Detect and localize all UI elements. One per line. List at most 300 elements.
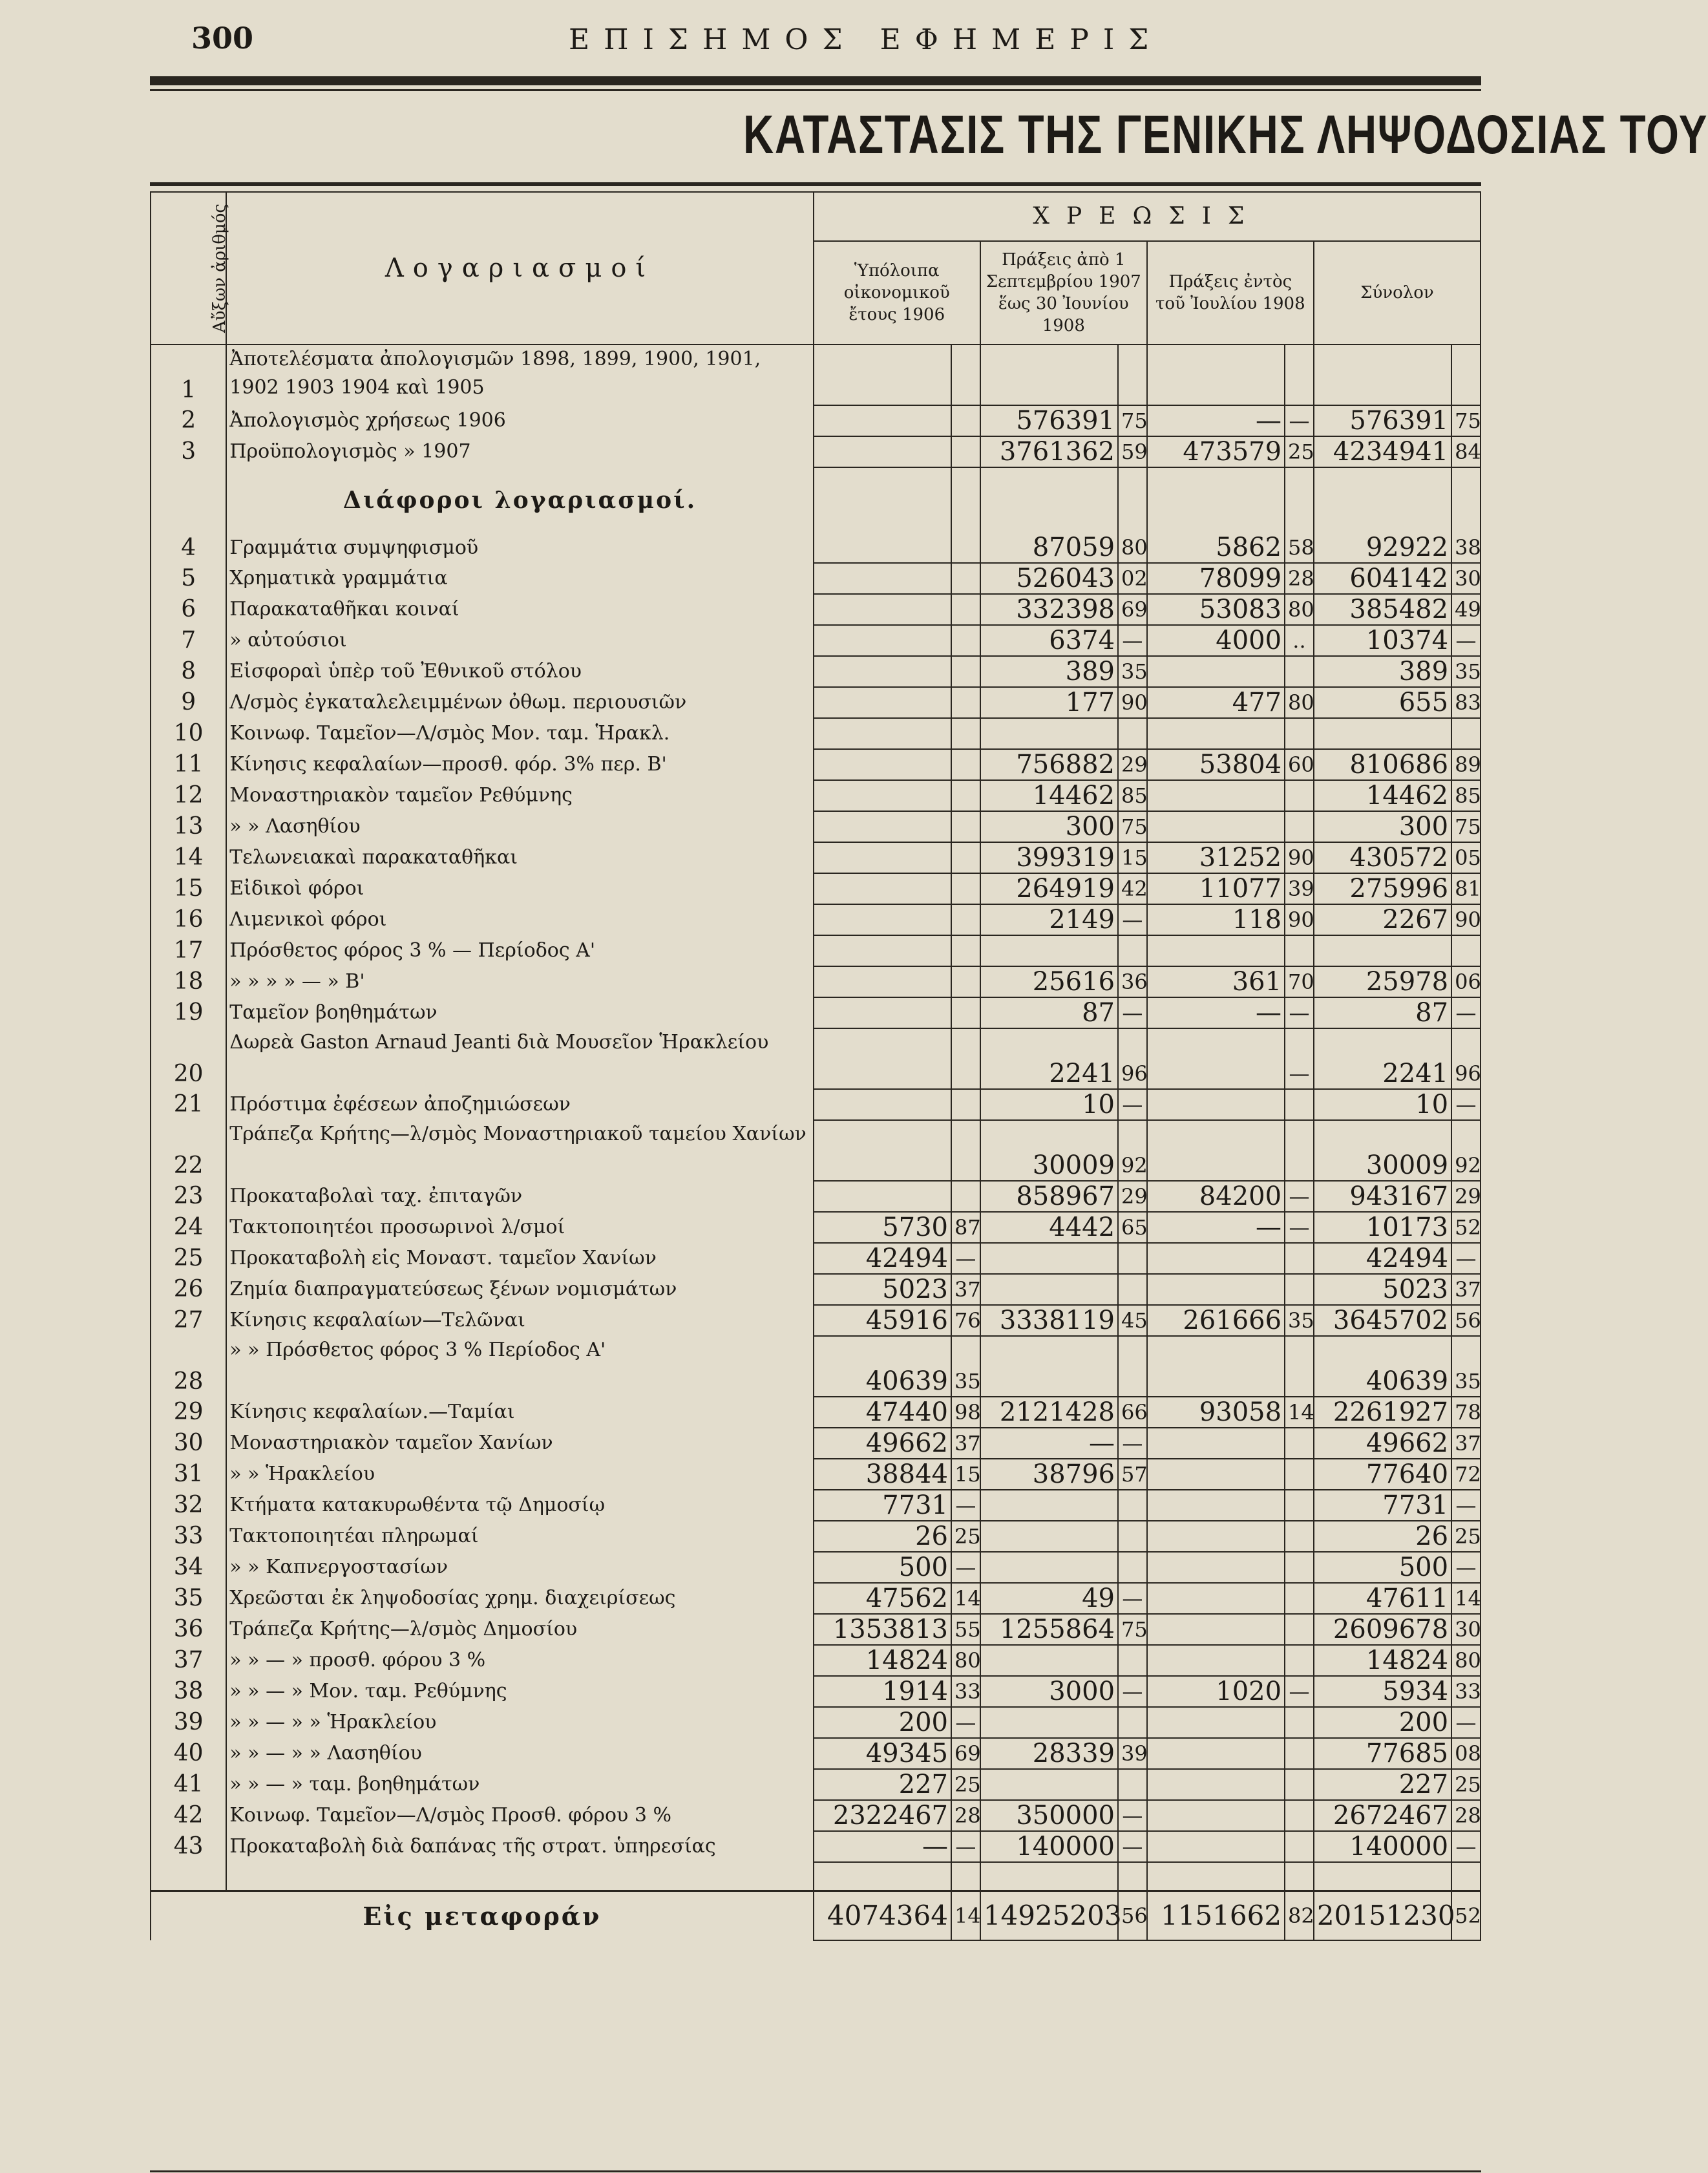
operations-sep-jun-amount: 4442 [980, 1212, 1118, 1243]
row-number: 4 [151, 533, 226, 563]
total-cents: 30 [1451, 1614, 1481, 1645]
operations-july-amount: — [1147, 405, 1285, 436]
operations-july-cents [1285, 1645, 1314, 1676]
operations-july-amount: 261666 [1147, 1305, 1285, 1336]
balance-1906-amount: 38844 [814, 1459, 951, 1490]
operations-sep-jun-amount: 28339 [980, 1738, 1118, 1769]
operations-july-cents [1285, 1552, 1314, 1583]
operations-sep-jun-cents: 42 [1118, 873, 1147, 904]
total-cents: 83 [1451, 687, 1481, 718]
operations-sep-jun-cents: 75 [1118, 1614, 1147, 1645]
operations-july-amount: 477 [1147, 687, 1285, 718]
operations-sep-jun-amount: 49 [980, 1583, 1118, 1614]
balance-1906-cents: 37 [951, 1274, 980, 1305]
operations-july-cents [1285, 1274, 1314, 1305]
balance-1906-cents [951, 405, 980, 436]
table-row [151, 1769, 1481, 1800]
operations-july-amount: — [1147, 1212, 1285, 1243]
empty-cell [1147, 467, 1285, 533]
operations-sep-jun-cents: 92 [1118, 1120, 1147, 1181]
operations-july-amount [1147, 935, 1285, 966]
balance-1906-amount: 49345 [814, 1738, 951, 1769]
account-name: » » » » — » Β' [226, 966, 813, 997]
empty-cell [951, 467, 980, 533]
operations-july-cents: — [1285, 997, 1314, 1028]
row-number: 35 [151, 1583, 226, 1614]
col-operations-july-header: Πράξεις ἐντὸς τοῦ Ἰουλίου 1908 [1147, 241, 1314, 344]
operations-sep-jun-cents: — [1118, 1428, 1147, 1459]
total-cents: 75 [1451, 405, 1481, 436]
operations-july-cents [1285, 1459, 1314, 1490]
operations-sep-jun-amount [980, 1274, 1118, 1305]
balance-1906-cents: 25 [951, 1769, 980, 1800]
total-amount: 77685 [1314, 1738, 1451, 1769]
total-amount: 4234941 [1314, 436, 1451, 467]
table-row [151, 1397, 1481, 1428]
operations-sep-jun-amount [980, 344, 1118, 405]
total-amount: 47611 [1314, 1583, 1451, 1614]
balance-1906-cents [951, 563, 980, 594]
operations-july-cents: 90 [1285, 842, 1314, 873]
balance-1906-cents: — [951, 1490, 980, 1521]
operations-sep-jun-amount [980, 1521, 1118, 1552]
balance-1906-cents [951, 718, 980, 749]
account-name: Μοναστηριακὸν ταμεῖον Ρεθύμνης [226, 780, 813, 811]
operations-sep-jun-amount: 2149 [980, 904, 1118, 935]
operations-july-cents [1285, 1707, 1314, 1738]
account-name: Προκαταβολὴ διὰ δαπάνας τῆς στρατ. ὑπηρεσίας [226, 1831, 813, 1862]
total-amount: 30009 [1314, 1120, 1451, 1181]
operations-sep-jun-cents [1118, 1336, 1147, 1397]
total-cents: 52 [1451, 1212, 1481, 1243]
table-row [151, 436, 1481, 467]
col-total-header: Σύνολον [1314, 241, 1481, 344]
total-cents: 56 [1451, 1305, 1481, 1336]
account-name: » » Ἡρακλείου [226, 1459, 813, 1490]
balance-1906-cents [951, 533, 980, 563]
account-name: Ταμεῖον βοηθημάτων [226, 997, 813, 1028]
balance-1906-cents [951, 436, 980, 467]
table-row [151, 1212, 1481, 1243]
operations-sep-jun-amount: 3761362 [980, 436, 1118, 467]
total-amount: 200 [1314, 1707, 1451, 1738]
total-cents: 37 [1451, 1428, 1481, 1459]
account-name: Τράπεζα Κρήτης—λ/σμὸς Μοναστηριακοῦ ταμείου Χανίων [226, 1120, 813, 1181]
total-cents: — [1451, 1552, 1481, 1583]
row-number: 27 [151, 1305, 226, 1336]
balance-1906-cents: 55 [951, 1614, 980, 1645]
balance-1906-cents: — [951, 1243, 980, 1274]
balance-1906-amount: 47562 [814, 1583, 951, 1614]
row-number: 33 [151, 1521, 226, 1552]
empty-cell [814, 467, 951, 533]
operations-july-amount [1147, 1428, 1285, 1459]
operations-sep-jun-amount: 756882 [980, 749, 1118, 780]
operations-july-amount [1147, 1769, 1285, 1800]
total-cents: 96 [1451, 1028, 1481, 1089]
operations-sep-jun-cents: — [1118, 625, 1147, 656]
operations-july-cents [1285, 1120, 1314, 1181]
total-amount [1314, 718, 1451, 749]
operations-july-cents [1285, 1769, 1314, 1800]
table-row [151, 966, 1481, 997]
balance-1906-cents [951, 966, 980, 997]
operations-sep-jun-amount: 264919 [980, 873, 1118, 904]
total-cents: 72 [1451, 1459, 1481, 1490]
balance-1906-cents [951, 935, 980, 966]
table-row [151, 1614, 1481, 1645]
operations-july-amount [1147, 1831, 1285, 1862]
table-row [151, 1800, 1481, 1831]
row-number: 32 [151, 1490, 226, 1521]
balance-1906-amount: 49662 [814, 1428, 951, 1459]
balance-1906-cents [951, 1181, 980, 1212]
row-number: 40 [151, 1738, 226, 1769]
balance-1906-amount [814, 687, 951, 718]
total-amount: 26 [1314, 1521, 1451, 1552]
spacer-row [151, 1862, 1481, 1891]
operations-july-cents [1285, 1521, 1314, 1552]
total-amount: 227 [1314, 1769, 1451, 1800]
balance-1906-amount [814, 594, 951, 625]
table-row [151, 904, 1481, 935]
total-amount: 389 [1314, 656, 1451, 687]
operations-sep-jun-cents [1118, 1490, 1147, 1521]
operations-sep-jun-amount: 526043 [980, 563, 1118, 594]
account-name: Μοναστηριακὸν ταμεῖον Χανίων [226, 1428, 813, 1459]
balance-1906-amount [814, 405, 951, 436]
total-amount: 576391 [1314, 405, 1451, 436]
operations-sep-jun-cents: 57 [1118, 1459, 1147, 1490]
total-cents: 38 [1451, 533, 1481, 563]
total-cents: — [1451, 625, 1481, 656]
operations-sep-jun-amount: 399319 [980, 842, 1118, 873]
operations-sep-jun-cents: 29 [1118, 749, 1147, 780]
col-operations-sep-jun-header: Πράξεις ἀπὸ 1 Σεπτεμβρίου 1907 ἕως 30 Ἰουνίου 1908 [980, 241, 1147, 344]
operations-sep-jun-amount: 389 [980, 656, 1118, 687]
operations-sep-jun-cents: 15 [1118, 842, 1147, 873]
balance-1906-cents [951, 811, 980, 842]
total-cents: 33 [1451, 1676, 1481, 1707]
header-rule [150, 76, 1481, 85]
operations-sep-jun-amount: 3338119 [980, 1305, 1118, 1336]
total-amount: 49662 [1314, 1428, 1451, 1459]
empty-cell [1118, 467, 1147, 533]
balance-1906-amount: 5730 [814, 1212, 951, 1243]
total-amount: 2267 [1314, 904, 1451, 935]
table-row [151, 1274, 1481, 1305]
table-row [151, 935, 1481, 966]
balance-1906-cents [951, 873, 980, 904]
operations-july-cents [1285, 344, 1314, 405]
operations-sep-jun-amount [980, 1243, 1118, 1274]
row-number: 8 [151, 656, 226, 687]
balance-1906-amount [814, 1181, 951, 1212]
total-cents: 25 [1451, 1769, 1481, 1800]
table-row [151, 1089, 1481, 1120]
operations-sep-jun-amount: 10 [980, 1089, 1118, 1120]
table-row [151, 811, 1481, 842]
operations-sep-jun-total-amount: 14925203 [980, 1891, 1118, 1941]
table-row [151, 1707, 1481, 1738]
row-number: 34 [151, 1552, 226, 1583]
account-name: Λ/σμὸς ἐγκαταλελειμμένων ὀθωμ. περιουσιῶν [226, 687, 813, 718]
operations-sep-jun-cents: 65 [1118, 1212, 1147, 1243]
table-row [151, 1583, 1481, 1614]
row-number: 37 [151, 1645, 226, 1676]
table-row [151, 656, 1481, 687]
account-name: » » — » Μον. ταμ. Ρεθύμνης [226, 1676, 813, 1707]
total-amount: 5023 [1314, 1274, 1451, 1305]
operations-july-amount [1147, 1243, 1285, 1274]
table-row [151, 1120, 1481, 1181]
operations-july-amount: 53083 [1147, 594, 1285, 625]
balance-1906-cents: 69 [951, 1738, 980, 1769]
row-number: 10 [151, 718, 226, 749]
accounts-header: Λογαριασμοί [226, 192, 813, 344]
empty-cell [1285, 1862, 1314, 1891]
total-amount: 10374 [1314, 625, 1451, 656]
table-row [151, 563, 1481, 594]
total-amount: 500 [1314, 1552, 1451, 1583]
operations-july-cents: 58 [1285, 533, 1314, 563]
operations-sep-jun-cents: 45 [1118, 1305, 1147, 1336]
operations-july-cents: .. [1285, 625, 1314, 656]
balance-1906-cents: 28 [951, 1800, 980, 1831]
total-amount: 810686 [1314, 749, 1451, 780]
total-amount: 2241 [1314, 1028, 1451, 1089]
balance-1906-cents [951, 1028, 980, 1089]
operations-july-cents [1285, 1490, 1314, 1521]
serial-number-header: Αὔξων ἀριθμός [151, 192, 226, 344]
operations-sep-jun-amount [980, 1490, 1118, 1521]
table-row [151, 1243, 1481, 1274]
total-amount: 77640 [1314, 1459, 1451, 1490]
table-row [151, 1490, 1481, 1521]
total-amount: 140000 [1314, 1831, 1451, 1862]
account-name: Τράπεζα Κρήτης—λ/σμὸς Δημοσίου [226, 1614, 813, 1645]
balance-1906-cents [951, 842, 980, 873]
operations-sep-jun-amount: 300 [980, 811, 1118, 842]
operations-sep-jun-cents: 96 [1118, 1028, 1147, 1089]
operations-sep-jun-amount [980, 718, 1118, 749]
balance-1906-amount: 1914 [814, 1676, 951, 1707]
operations-july-amount [1147, 1521, 1285, 1552]
ledger-body [151, 344, 1481, 1940]
total-cents: — [1451, 1831, 1481, 1862]
balance-1906-cents: — [951, 1552, 980, 1583]
operations-sep-jun-amount: 3000 [980, 1676, 1118, 1707]
balance-1906-cents: 98 [951, 1397, 980, 1428]
table-row [151, 1676, 1481, 1707]
balance-1906-amount: 5023 [814, 1274, 951, 1305]
title-rule [150, 182, 1481, 186]
total-cents: 28 [1451, 1800, 1481, 1831]
operations-july-amount: 473579 [1147, 436, 1285, 467]
balance-1906-cents [951, 687, 980, 718]
table-row [151, 1521, 1481, 1552]
table-row [151, 842, 1481, 873]
operations-july-amount [1147, 344, 1285, 405]
operations-sep-jun-cents [1118, 1645, 1147, 1676]
table-row [151, 749, 1481, 780]
balance-1906-amount [814, 436, 951, 467]
operations-sep-jun-cents: 59 [1118, 436, 1147, 467]
balance-1906-cents: 37 [951, 1428, 980, 1459]
total-cents: 08 [1451, 1738, 1481, 1769]
total-amount: 92922 [1314, 533, 1451, 563]
operations-sep-jun-amount: 350000 [980, 1800, 1118, 1831]
account-name: Τακτοποιητέοι προσωρινοὶ λ/σμοί [226, 1212, 813, 1243]
header-rule-thin [150, 89, 1481, 91]
operations-july-cents: 80 [1285, 687, 1314, 718]
balance-1906-amount [814, 904, 951, 935]
operations-sep-jun-amount: 177 [980, 687, 1118, 718]
operations-sep-jun-cents: 35 [1118, 656, 1147, 687]
balance-1906-amount: 14824 [814, 1645, 951, 1676]
total-amount: 5934 [1314, 1676, 1451, 1707]
operations-july-amount [1147, 1089, 1285, 1120]
operations-july-amount: 4000 [1147, 625, 1285, 656]
balance-1906-amount: 45916 [814, 1305, 951, 1336]
total-cents: — [1451, 1490, 1481, 1521]
table-row [151, 1028, 1481, 1089]
balance-1906-cents: 35 [951, 1336, 980, 1397]
operations-july-amount: 31252 [1147, 842, 1285, 873]
operations-sep-jun-cents: — [1118, 1089, 1147, 1120]
operations-july-total-cents: 82 [1285, 1891, 1314, 1941]
balance-1906-amount [814, 873, 951, 904]
balance-1906-amount [814, 1089, 951, 1120]
balance-1906-cents [951, 749, 980, 780]
operations-sep-jun-amount: 858967 [980, 1181, 1118, 1212]
operations-july-amount: 5862 [1147, 533, 1285, 563]
section-label: Διάφοροι λογαριασμοί. [226, 467, 813, 533]
empty-cell [1314, 1862, 1451, 1891]
total-cents [1451, 718, 1481, 749]
account-name: » » Πρόσθετος φόρος 3 % Περίοδος Α' [226, 1336, 813, 1397]
table-row [151, 1738, 1481, 1769]
balance-1906-amount [814, 1028, 951, 1089]
balance-1906-amount [814, 718, 951, 749]
row-number: 26 [151, 1274, 226, 1305]
total-row [151, 1891, 1481, 1941]
debit-group-header: ΧΡΕΩΣΙΣ [814, 192, 1481, 241]
account-name: » » — » ταμ. βοηθημάτων [226, 1769, 813, 1800]
account-name: » » — » προσθ. φόρου 3 % [226, 1645, 813, 1676]
account-name: Παρακαταθῆκαι κοιναί [226, 594, 813, 625]
total-cents: 25 [1451, 1521, 1481, 1552]
total-cents: 92 [1451, 1120, 1481, 1181]
frame-bottom-rule [150, 2170, 1481, 2172]
grand-total-amount: 20151230 [1314, 1891, 1451, 1941]
operations-july-amount [1147, 1028, 1285, 1089]
operations-sep-jun-cents [1118, 1707, 1147, 1738]
account-name: Γραμμάτια συμψηφισμοῦ [226, 533, 813, 563]
operations-sep-jun-cents [1118, 1274, 1147, 1305]
balance-1906-cents: 87 [951, 1212, 980, 1243]
operations-july-amount [1147, 1583, 1285, 1614]
total-amount: 2609678 [1314, 1614, 1451, 1645]
account-name: Κίνησις κεφαλαίων—Τελῶναι [226, 1305, 813, 1336]
operations-sep-jun-amount: 332398 [980, 594, 1118, 625]
operations-july-amount [1147, 1800, 1285, 1831]
operations-july-cents [1285, 1831, 1314, 1862]
balance-1906-amount: 42494 [814, 1243, 951, 1274]
table-row [151, 687, 1481, 718]
operations-sep-jun-amount: 1255864 [980, 1614, 1118, 1645]
total-amount: 430572 [1314, 842, 1451, 873]
balance-1906-amount [814, 966, 951, 997]
row-number: 3 [151, 436, 226, 467]
operations-july-cents [1285, 718, 1314, 749]
operations-july-cents [1285, 656, 1314, 687]
row-number: 21 [151, 1089, 226, 1120]
operations-july-cents: 90 [1285, 904, 1314, 935]
balance-1906-total-amount: 4074364 [814, 1891, 951, 1941]
operations-sep-jun-amount: 576391 [980, 405, 1118, 436]
balance-1906-amount: 1353813 [814, 1614, 951, 1645]
account-name: » » Καπνεργοστασίων [226, 1552, 813, 1583]
operations-july-amount: 93058 [1147, 1397, 1285, 1428]
operations-july-cents: 39 [1285, 873, 1314, 904]
operations-july-cents [1285, 780, 1314, 811]
balance-1906-amount: 47440 [814, 1397, 951, 1428]
account-name: Δωρεὰ Gaston Arnaud Jeanti διὰ Μουσεῖον Ἡρακλείου [226, 1028, 813, 1089]
total-amount: 655 [1314, 687, 1451, 718]
row-number: 11 [151, 749, 226, 780]
operations-july-amount: 118 [1147, 904, 1285, 935]
operations-sep-jun-cents [1118, 1769, 1147, 1800]
operations-july-cents: — [1285, 405, 1314, 436]
operations-sep-jun-cents [1118, 1521, 1147, 1552]
row-number: 36 [151, 1614, 226, 1645]
empty-cell [951, 1862, 980, 1891]
table-row [151, 625, 1481, 656]
table-row [151, 1645, 1481, 1676]
operations-sep-jun-cents: 85 [1118, 780, 1147, 811]
balance-1906-amount: 26 [814, 1521, 951, 1552]
row-number: 17 [151, 935, 226, 966]
total-amount [1314, 344, 1451, 405]
section-row [151, 467, 1481, 533]
total-amount: 385482 [1314, 594, 1451, 625]
operations-sep-jun-total-cents: 56 [1118, 1891, 1147, 1941]
table-row [151, 533, 1481, 563]
operations-july-cents [1285, 1089, 1314, 1120]
operations-sep-jun-cents: 69 [1118, 594, 1147, 625]
operations-sep-jun-amount: 25616 [980, 966, 1118, 997]
account-name: Προϋπολογισμὸς » 1907 [226, 436, 813, 467]
row-number: 25 [151, 1243, 226, 1274]
operations-sep-jun-amount [980, 1645, 1118, 1676]
total-cents: 80 [1451, 1645, 1481, 1676]
balance-1906-amount [814, 842, 951, 873]
operations-july-cents [1285, 1336, 1314, 1397]
grand-total-cents: 52 [1451, 1891, 1481, 1941]
balance-1906-cents: — [951, 1831, 980, 1862]
table-row [151, 1459, 1481, 1490]
operations-sep-jun-cents: 80 [1118, 533, 1147, 563]
balance-1906-amount: — [814, 1831, 951, 1862]
operations-sep-jun-cents [1118, 718, 1147, 749]
operations-sep-jun-cents: — [1118, 904, 1147, 935]
operations-july-cents: 60 [1285, 749, 1314, 780]
balance-1906-cents [951, 625, 980, 656]
operations-july-cents: 28 [1285, 563, 1314, 594]
operations-sep-jun-amount: 87 [980, 997, 1118, 1028]
row-number: 13 [151, 811, 226, 842]
